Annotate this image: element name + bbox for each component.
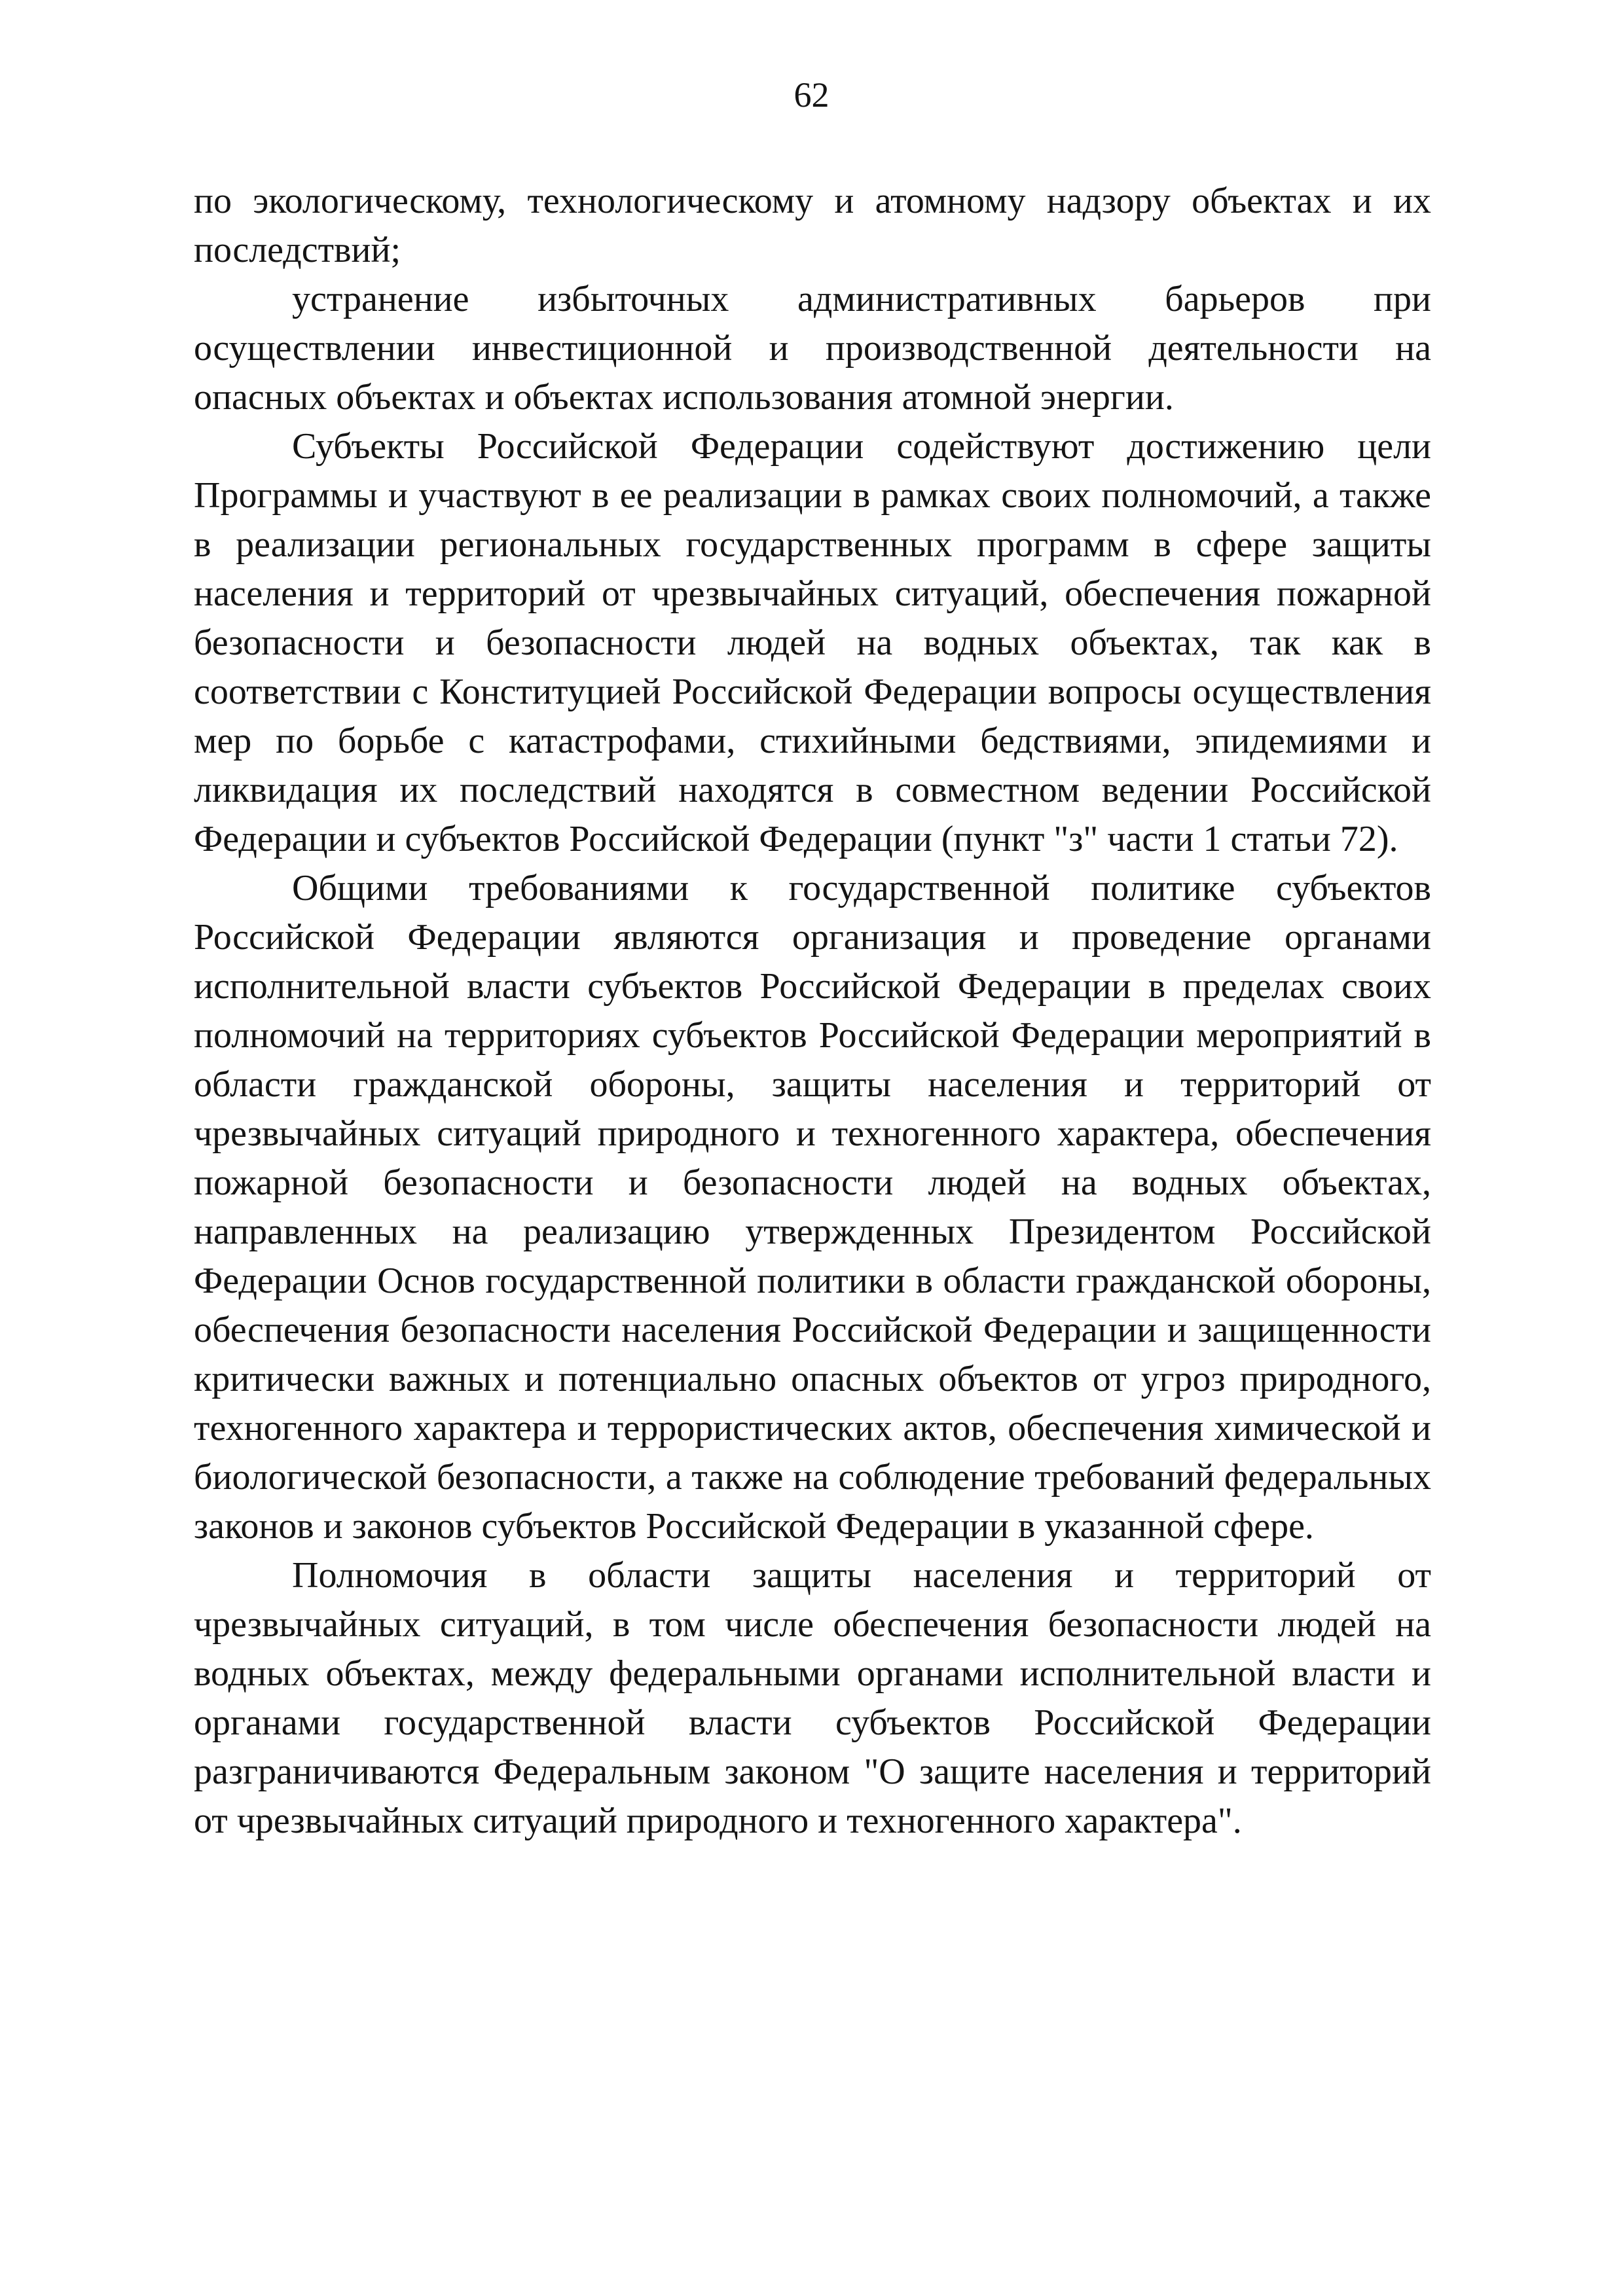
document-body (194, 177, 1431, 1846)
page-number: 62 (793, 75, 830, 115)
paragraph-federal-subjects-participation: Субъекты Российской Федерации содействуют достижению цели Программы и участвуют в ее реализации в рамках своих полномочий, а также в реализации региональных государственных программ в сфере защиты населения и территорий от чрезвычайных ситуаций, обеспечения пожарной безопасности и безопасности людей на водных объектах, так как в соответствии с Конституцией Российской Федерации вопросы осуществления мер по борьбе с катастрофами, стихийными бедствиями, эпидемиями и ликвидация их последствий находятся в совместном ведении Российской Федерации и субъектов Российской Федерации (пункт "з" части 1 статьи 72). (194, 426, 1431, 859)
paragraph-general-requirements: Общими требованиями к государственной политике субъектов Российской Федерации являются организация и проведение органами исполнительной власти субъектов Российской Федерации в пределах своих полномочий на территориях субъектов Российской Федерации мероприятий в области гражданской обороны, защиты населения и территорий от чрезвычайных ситуаций природного и техногенного характера, обеспечения пожарной безопасности и безопасности людей на водных объектах, направленных на реализацию утвержденных Президентом Российской Федерации Основ государственной политики в области гражданской обороны, обеспечения безопасности населения Российской Федерации и защищенности критически важных и потенциально опасных объектов от угроз природного, техногенного характера и террористических актов, обеспечения химической и биологической безопасности, а также на соблюдение требований федеральных законов и законов субъектов Российской Федерации в указанной сфере. (194, 868, 1431, 1547)
paragraph-administrative-barriers: устранение избыточных административных барьеров при осуществлении инвестиционной и производственной деятельности на опасных объектах и объектах использования атомной энергии. (194, 279, 1431, 418)
paragraph-powers-delimitation: Полномочия в области защиты населения и территорий от чрезвычайных ситуаций, в том числе обеспечения безопасности людей на водных объектах, между федеральными органами исполнительной власти и органами государственной власти субъектов Российской Федерации разграничиваются Федеральным законом "О защите населения и территорий от чрезвычайных ситуаций природного и техногенного характера". (194, 1555, 1431, 1841)
paragraph-oversight-consequences: по экологическому, технологическому и атомному надзору объектах и их последствий; (194, 181, 1431, 270)
